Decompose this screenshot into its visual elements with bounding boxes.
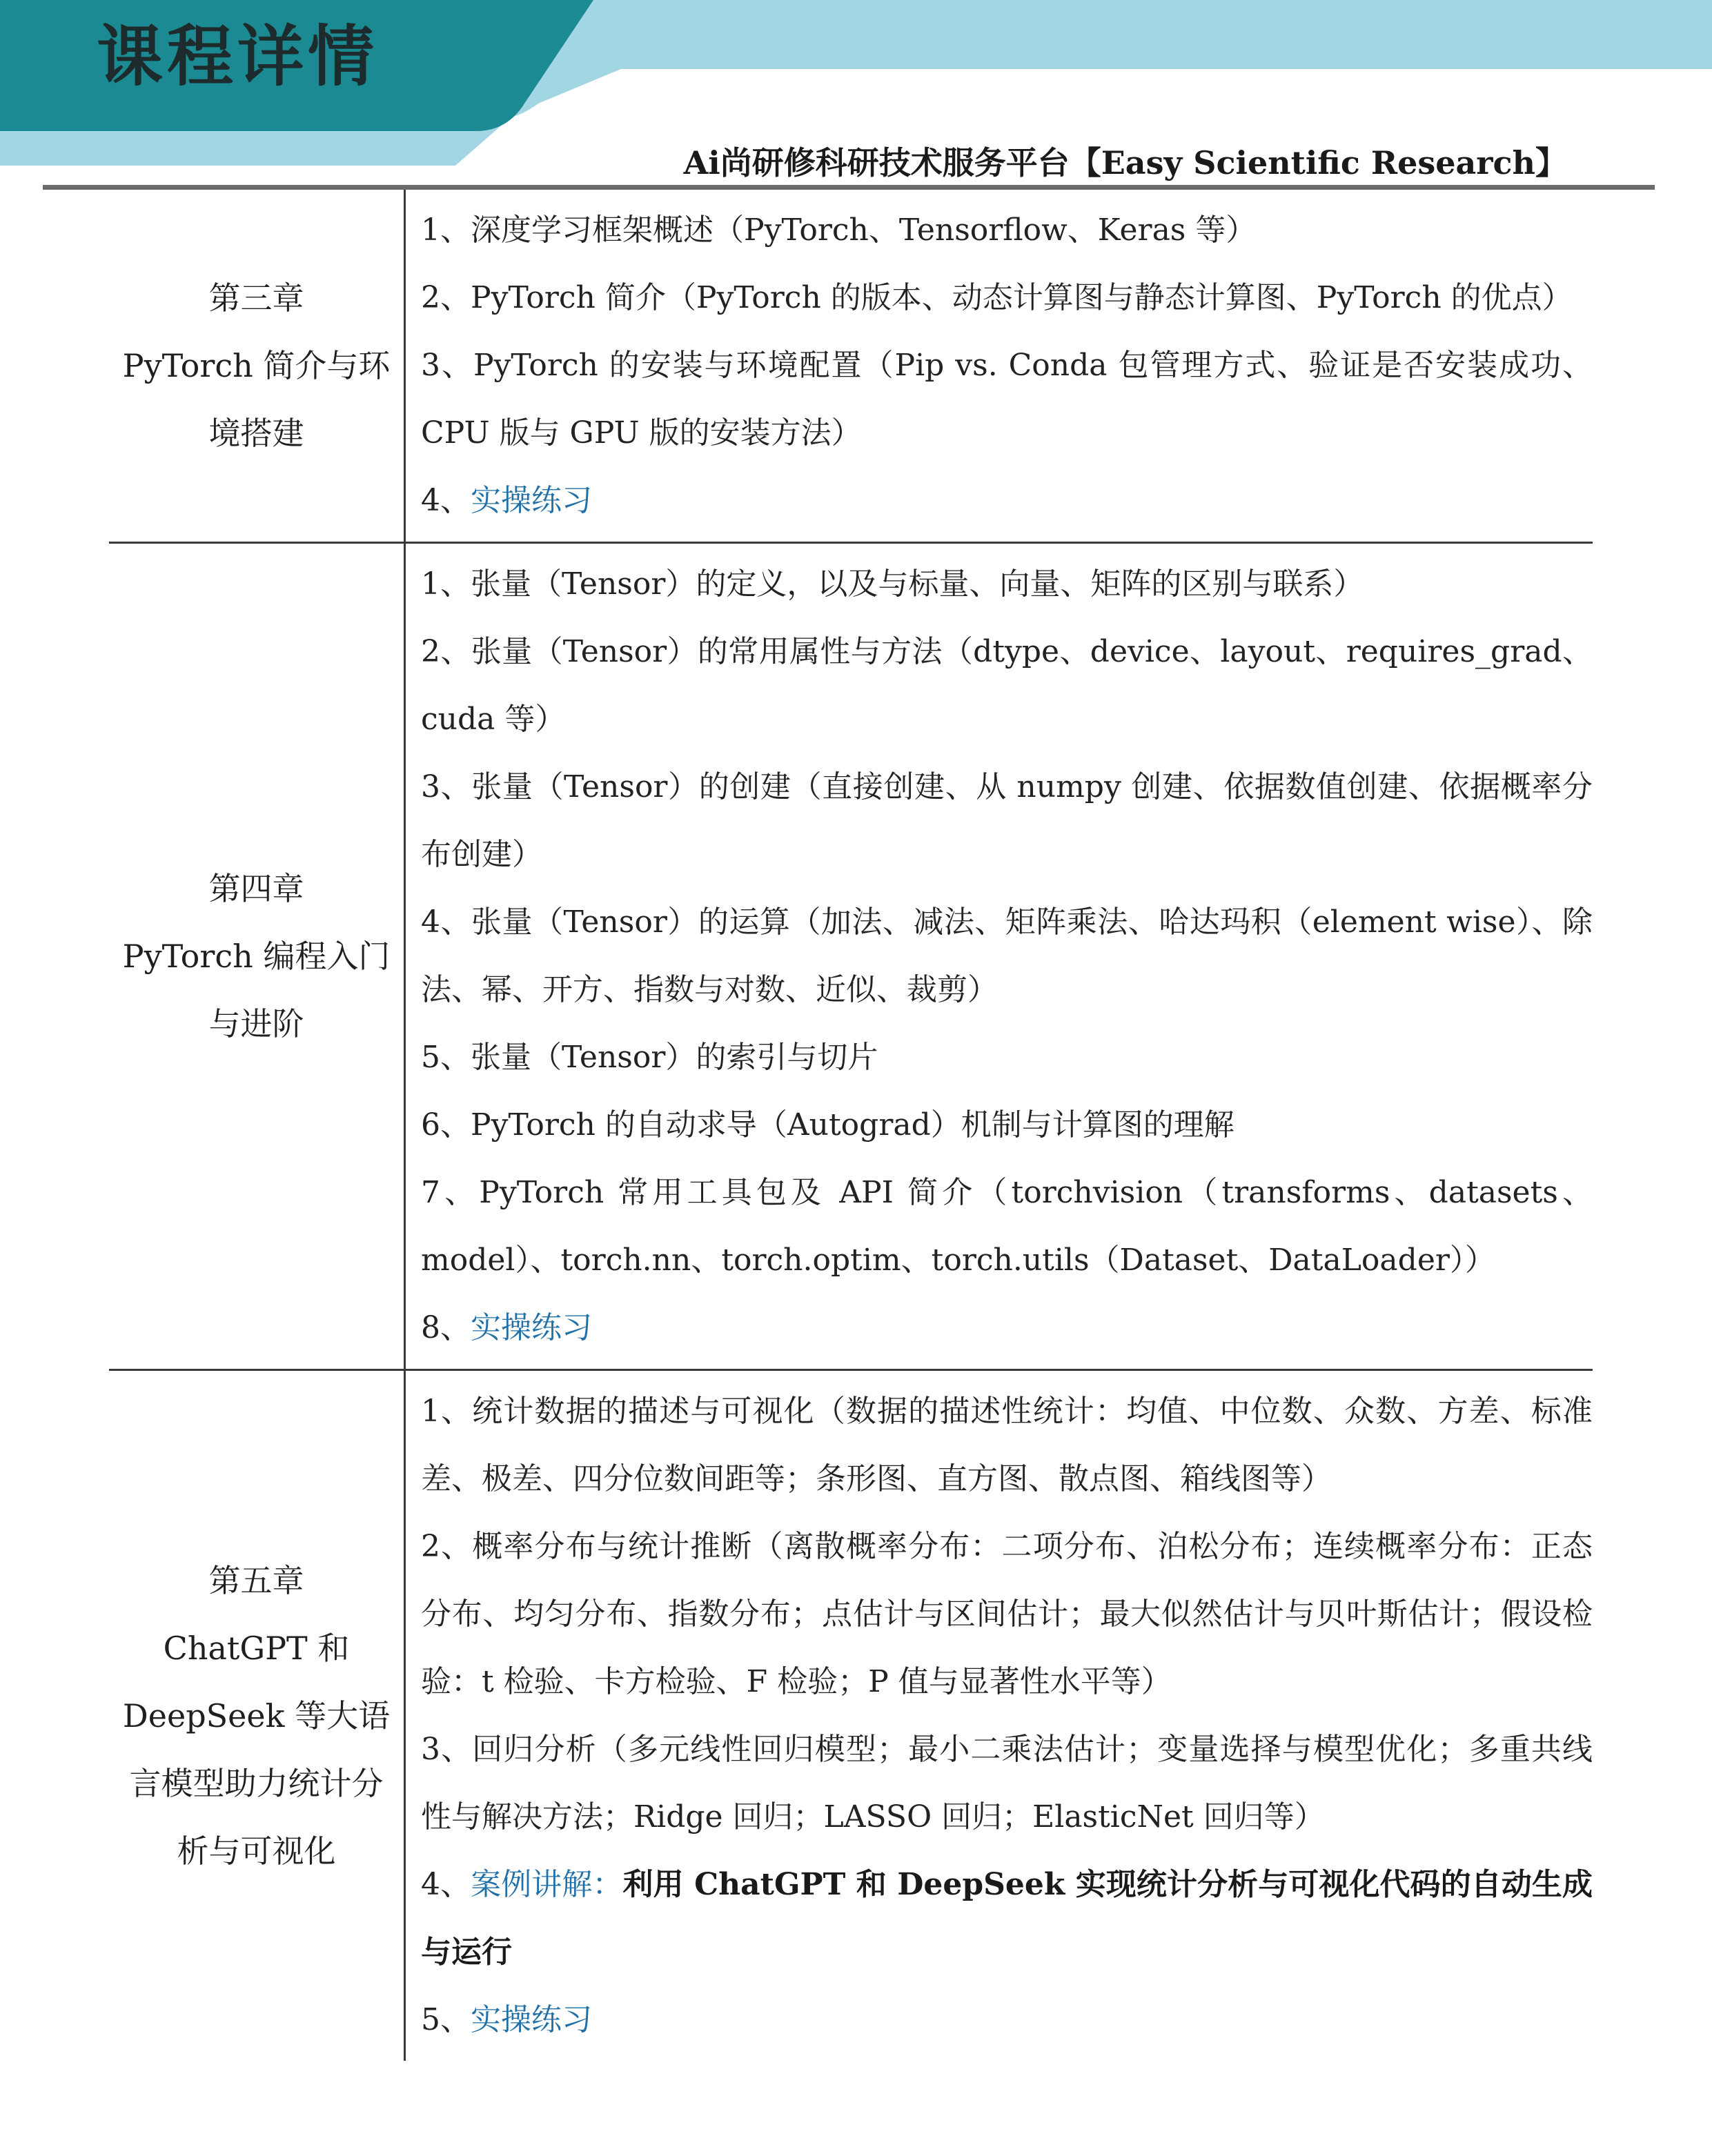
- list-item: 2、张量（Tensor）的常用属性与方法（dtype、device、layout、requires_grad、cuda 等）: [421, 634, 1593, 737]
- chapter-name: PyTorch 简介与环境搭建: [122, 347, 391, 452]
- chapter-title: [119, 1547, 395, 1885]
- chapter-number: 第四章: [208, 870, 304, 907]
- practice-label: 实操练习: [471, 483, 592, 518]
- chapter-content: [406, 1371, 1593, 2061]
- list-item: 7、PyTorch 常用工具包及 API 简介（torchvision（transforms、datasets、model）、torch.nn、torch.optim、torch.utils（Dataset、DataLoader））: [421, 1175, 1593, 1278]
- list-item: 4、实操练习: [421, 483, 592, 518]
- list-item: 5、实操练习: [421, 2002, 592, 2037]
- list-item: 3、回归分析（多元线性回归模型；最小二乘法估计；变量选择与模型优化；多重共线性与解决方法；Ridge 回归；LASSO 回归；ElasticNet 回归等）: [421, 1732, 1593, 1834]
- platform-name: Ai尚研修科研技术服务平台【Easy Scientific Research】: [683, 144, 1567, 181]
- chapter-name: ChatGPT 和 DeepSeek 等大语言模型助力统计分析与可视化: [122, 1630, 391, 1870]
- list-item: 4、案例讲解：利用 ChatGPT 和 DeepSeek 实现统计分析与可视化代码的自动生成与运行: [421, 1867, 1593, 1970]
- list-item: 6、PyTorch 的自动求导（Autograd）机制与计算图的理解: [421, 1107, 1234, 1143]
- chapter-cell: [109, 190, 406, 542]
- list-item: 8、实操练习: [421, 1310, 592, 1345]
- list-item: 3、张量（Tensor）的创建（直接创建、从 numpy 创建、依据数值创建、依据概率分布创建）: [421, 769, 1593, 872]
- course-table: [109, 190, 1593, 2061]
- list-item: 5、张量（Tensor）的索引与切片: [421, 1040, 878, 1075]
- chapter-row-4: [109, 542, 1593, 1369]
- page-title: 课程详情: [97, 18, 378, 95]
- practice-label: 实操练习: [471, 2002, 592, 2037]
- list-item: 4、张量（Tensor）的运算（加法、减法、矩阵乘法、哈达玛积（element wise）、除法、幂、开方、指数与对数、近似、裁剪）: [421, 904, 1593, 1007]
- chapter-cell: [109, 544, 406, 1369]
- list-item: 2、概率分布与统计推断（离散概率分布：二项分布、泊松分布；连续概率分布：正态分布、均匀分布、指数分布；点估计与区间估计；最大似然估计与贝叶斯估计；假设检验：t 检验、卡方检验、F 检验；P 值与显著性水平等）: [421, 1529, 1593, 1699]
- chapter-row-5: [109, 1369, 1593, 2061]
- chapter-number: 第三章: [208, 279, 304, 317]
- list-item: 2、PyTorch 简介（PyTorch 的版本、动态计算图与静态计算图、PyTorch 的优点）: [421, 280, 1573, 315]
- chapter-number: 第五章: [208, 1562, 304, 1599]
- list-item: 1、张量（Tensor）的定义，以及与标量、向量、矩阵的区别与联系）: [421, 566, 1364, 602]
- list-item: 1、统计数据的描述与可视化（数据的描述性统计：均值、中位数、众数、方差、标准差、极差、四分位数间距等；条形图、直方图、散点图、箱线图等）: [421, 1394, 1593, 1496]
- case-study-text: 利用 ChatGPT 和 DeepSeek 实现统计分析与可视化代码的自动生成与运行: [421, 1867, 1593, 1970]
- chapter-row-3: [109, 190, 1593, 542]
- chapter-content: [406, 190, 1593, 542]
- chapter-title: [119, 264, 395, 467]
- header-divider: [43, 185, 1655, 190]
- list-item: 3、PyTorch 的安装与环境配置（Pip vs. Conda 包管理方式、验证是否安装成功、CPU 版与 GPU 版的安装方法）: [421, 348, 1593, 451]
- case-study-label: 案例讲解：: [471, 1867, 623, 1902]
- practice-label: 实操练习: [471, 1310, 592, 1345]
- list-item: 1、深度学习框架概述（PyTorch、Tensorflow、Keras 等）: [421, 212, 1257, 248]
- chapter-title: [119, 855, 395, 1058]
- chapter-name: PyTorch 编程入门与进阶: [122, 938, 391, 1042]
- chapter-content: [406, 544, 1593, 1369]
- chapter-cell: [109, 1371, 406, 2061]
